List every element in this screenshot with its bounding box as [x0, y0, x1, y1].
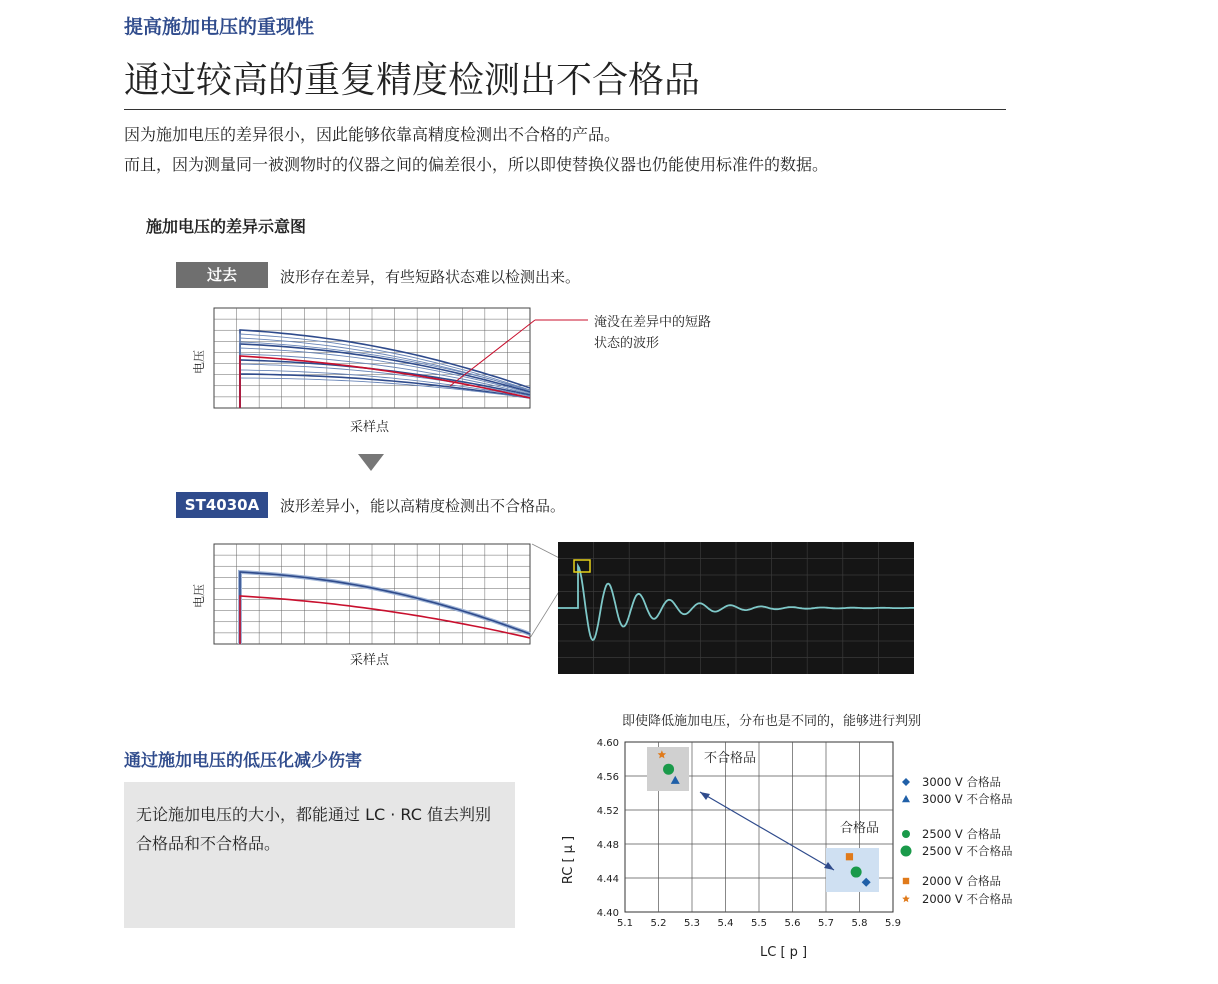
- section2-title: 通过施加电压的低压化减少伤害: [124, 751, 362, 771]
- title-divider: [124, 109, 1006, 110]
- scatter-point: [851, 867, 862, 878]
- past-description: 波形存在差异，有些短路状态难以检测出来。: [280, 268, 581, 286]
- y-tick-label: 4.44: [596, 874, 619, 885]
- legend-label: 2000 V 不合格品: [922, 892, 1013, 906]
- legend-label: 2500 V 不合格品: [922, 844, 1013, 858]
- past-xlabel: 采样点: [350, 420, 390, 435]
- x-tick-label: 5.2: [650, 918, 667, 929]
- legend-marker: [902, 895, 910, 902]
- x-tick-label: 5.1: [617, 918, 633, 929]
- new-waveform-band: [240, 572, 530, 644]
- x-tick-label: 5.6: [784, 918, 801, 929]
- legend-label: 2500 V 合格品: [922, 827, 1001, 841]
- y-tick-label: 4.48: [596, 840, 619, 851]
- legend-marker: [902, 795, 910, 802]
- scatter-ylabel: RC [ μ ]: [561, 835, 576, 885]
- x-tick-label: 5.8: [851, 918, 868, 929]
- x-tick-label: 5.9: [885, 918, 901, 929]
- legend-marker: [902, 830, 910, 838]
- past-waveform: [240, 330, 530, 408]
- legend-label: 3000 V 合格品: [922, 775, 1001, 789]
- scatter-point: [663, 764, 674, 775]
- section-subtitle: 提高施加电压的重现性: [124, 16, 315, 38]
- past-waveform: [240, 378, 530, 408]
- y-tick-label: 4.56: [596, 772, 619, 783]
- callout-text-1: 淹没在差异中的短路: [594, 315, 712, 330]
- legend-marker: [902, 778, 910, 786]
- new-waveform: [240, 572, 530, 644]
- x-tick-label: 5.4: [717, 918, 734, 929]
- info-line-1: 无论施加电压的大小，都能通过 LC · RC 值去判别: [136, 805, 492, 824]
- legend-label: 3000 V 不合格品: [922, 792, 1013, 806]
- label-good: 合格品: [840, 821, 880, 836]
- scatter-xlabel: LC [ p ]: [760, 945, 808, 960]
- scatter-title: 即使降低施加电压，分布也是不同的，能够进行判别: [622, 714, 922, 729]
- figure-title: 施加电压的差异示意图: [146, 217, 307, 236]
- legend-label: 2000 V 合格品: [922, 874, 1001, 888]
- new-xlabel: 采样点: [350, 653, 390, 668]
- new-waveform-chart: [180, 534, 560, 654]
- scatter-chart: [560, 730, 1030, 970]
- relation-arrow: [700, 792, 834, 870]
- down-arrow-icon: [358, 454, 384, 472]
- past-waveform: [240, 374, 530, 408]
- new-description: 波形差异小，能以高精度检测出不合格品。: [280, 497, 566, 515]
- new-ylabel: 电压: [192, 583, 206, 608]
- tag-st4030a: ST4030A: [176, 492, 268, 518]
- legend-marker: [903, 878, 909, 884]
- page-title: 通过较高的重复精度检测出不合格品: [124, 60, 701, 101]
- y-tick-label: 4.60: [596, 738, 619, 749]
- oscilloscope-view: [520, 540, 920, 680]
- info-box-text: [136, 800, 506, 858]
- scatter-point: [846, 853, 853, 860]
- callout-text-2: 状态的波形: [594, 336, 660, 351]
- x-tick-label: 5.3: [684, 918, 700, 929]
- intro-line-1: 因为施加电压的差异很小，因此能够依靠高精度检测出不合格的产品。: [124, 125, 621, 144]
- y-tick-label: 4.40: [596, 908, 619, 919]
- x-tick-label: 5.7: [818, 918, 834, 929]
- x-tick-label: 5.5: [751, 918, 767, 929]
- info-line-2: 合格品和不合格品。: [136, 834, 281, 853]
- past-ylabel: 电压: [192, 349, 206, 374]
- legend-marker: [901, 846, 912, 857]
- tag-past: 过去: [176, 262, 268, 288]
- label-bad: 不合格品: [704, 751, 757, 766]
- intro-line-2: 而且，因为测量同一被测物时的仪器之间的偏差很小，所以即使替换仪器也仍能使用标准件的数据。: [124, 155, 829, 174]
- y-tick-label: 4.52: [596, 806, 619, 817]
